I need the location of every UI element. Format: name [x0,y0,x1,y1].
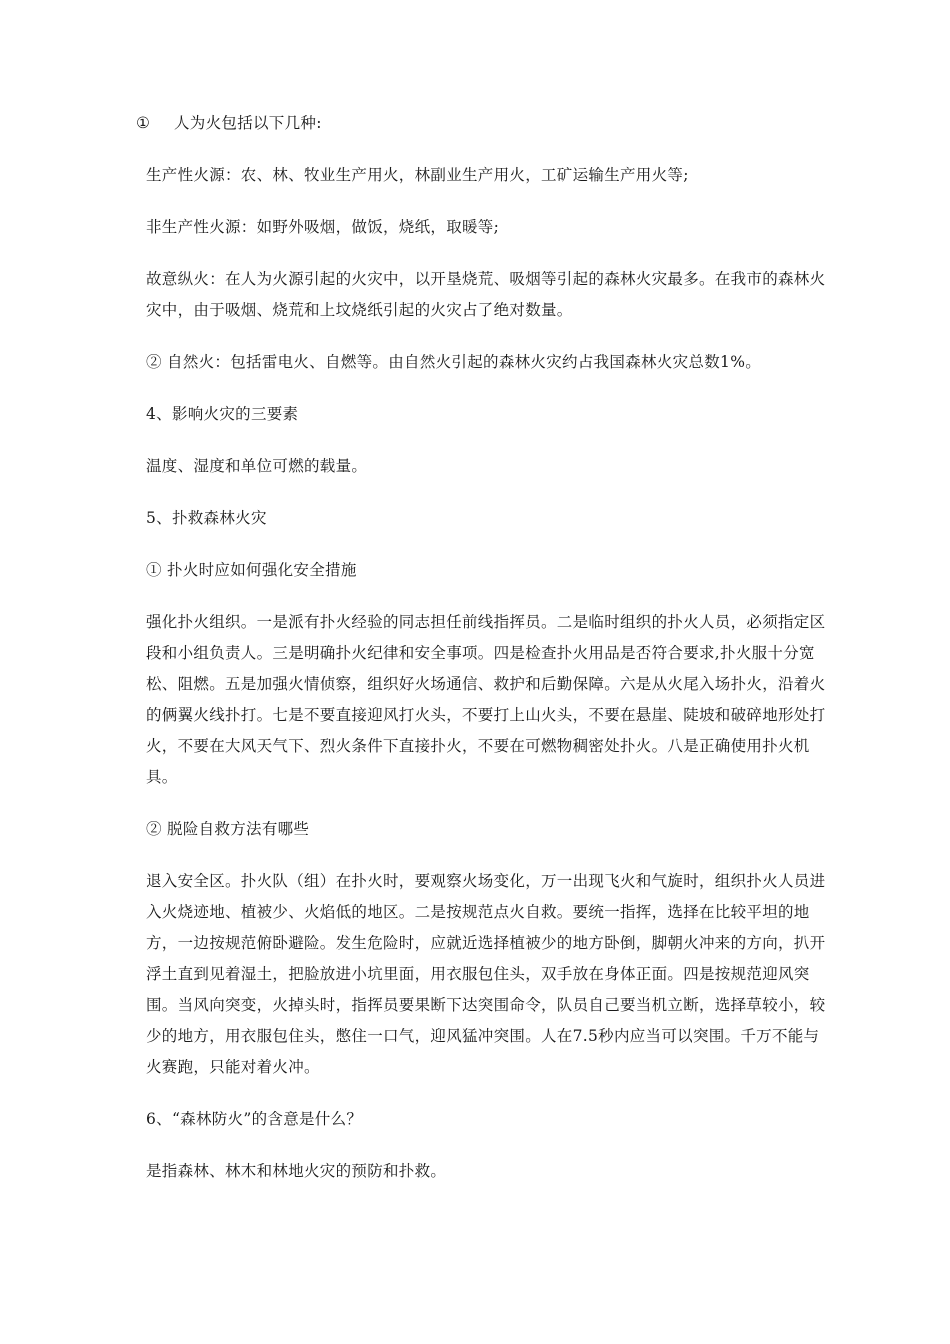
heading-three-factors: 4、影响火灾的三要素 [146,405,299,423]
paragraph-natural-fire: ② 自然火：包括雷电火、自燃等。由自然火引起的森林火灾约占我国森林火灾总数1%。 [146,353,762,371]
heading-text: 人为火包括以下几种: [174,114,322,132]
paragraph-productive-fire-source: 生产性火源：农、林、牧业生产用火，林副业生产用火，工矿运输生产用火等; [146,166,689,184]
paragraph-nonproductive-fire-source: 非生产性火源：如野外吸烟，做饭，烧纸，取暖等; [146,218,500,236]
document-page [136,108,826,1187]
paragraph-self-rescue: 退入安全区。扑火队（组）在扑火时，要观察火场变化，万一出现飞火和气旋时，组织扑火人员进入火烧迹地、植被少、火焰低的地区。二是按规范点火自救。要统一指挥，选择在比较平坦的地方，一边按规范俯卧避险。发生危险时，应就近选择植被少的地方卧倒，脚朝火冲来的方向，扒开浮土直到见着湿土，把脸放进小坑里面，用衣服包住头，双手放在身体正面。四是按规范迎风突围。当风向突变，火掉头时，指挥员要果断下达突围命令，队员自己要当机立断，选择草较小，较少的地方，用衣服包住头，憋住一口气，迎风猛冲突围。人在7.5秒内应当可以突围。千万不能与火赛跑，只能对着火冲。 [146,872,826,1076]
paragraph-arson: 故意纵火：在人为火源引起的火灾中，以开垦烧荒、吸烟等引起的森林火灾最多。在我市的森林火灾中，由于吸烟、烧荒和上坟烧纸引起的火灾占了绝对数量。 [146,270,826,319]
heading-fighting-forest-fire: 5、扑救森林火灾 [146,509,267,527]
paragraph-three-factors: 温度、湿度和单位可燃的载量。 [146,457,368,475]
heading-human-fire [136,108,826,139]
subheading-self-rescue: ② 脱险自救方法有哪些 [146,820,310,838]
paragraph-fire-prevention-meaning: 是指森林、林木和林地火灾的预防和扑救。 [146,1162,447,1180]
circled-marker: ① [136,114,151,132]
heading-fire-prevention-meaning: 6、“森林防火”的含意是什么？ [146,1110,363,1128]
paragraph-safety-measures: 强化扑火组织。一是派有扑火经验的同志担任前线指挥员。二是临时组织的扑火人员，必须指定区段和小组负责人。三是明确扑火纪律和安全事项。四是检查扑火用品是否符合要求,扑火服十分宽松、阻燃。五是加强火情侦察，组织好火场通信、救护和后勤保障。六是从火尾入场扑火，沿着火的俩翼火线扑打。七是不要直接迎风打火头，不要打上山火头，不要在悬崖、陡坡和破碎地形处打火，不要在大风天气下、烈火条件下直接扑火，不要在可燃物稠密处扑火。八是正确使用扑火机具。 [146,613,826,786]
subheading-safety-measures: ① 扑火时应如何强化安全措施 [146,561,357,579]
